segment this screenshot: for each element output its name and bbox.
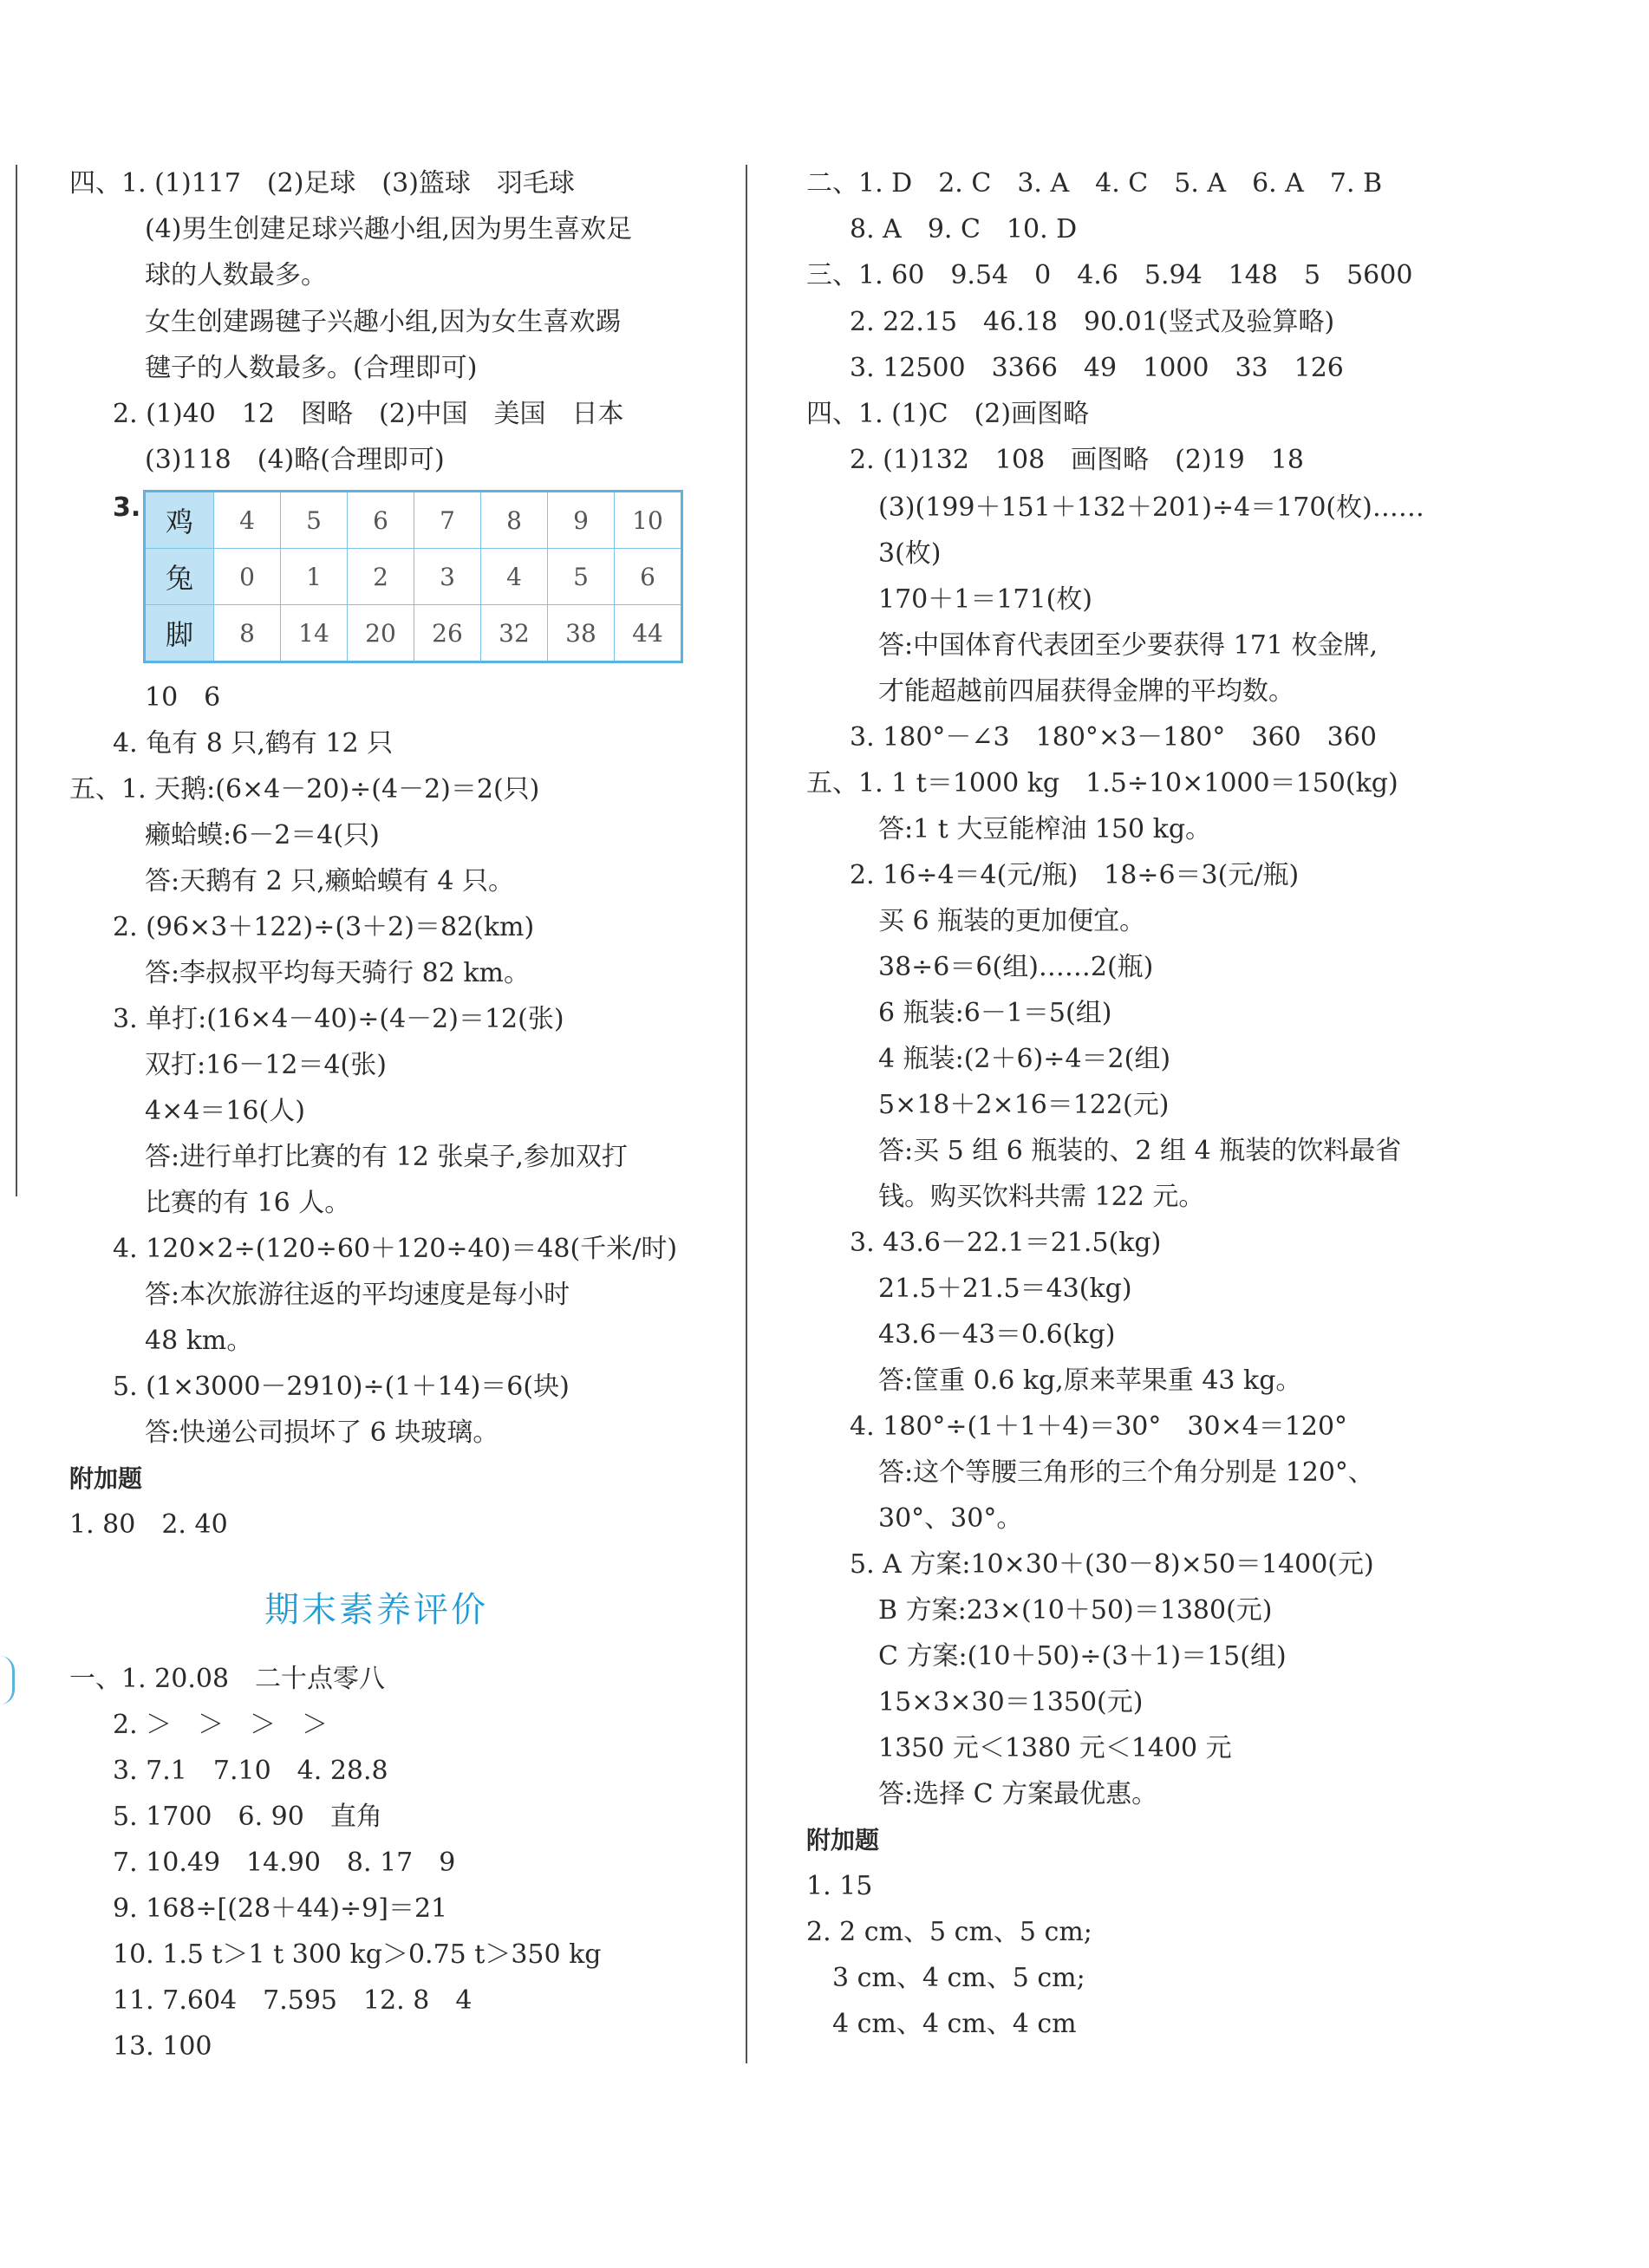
answer-line: 女生创建踢毽子兴趣小组,因为女生喜欢踢 (145, 307, 622, 337)
table-cell: 32 (481, 605, 548, 662)
answer-line: 4×4＝16(人) (145, 1096, 305, 1126)
answer-line: 癞蛤蟆:6－2＝4(只) (145, 820, 380, 850)
answer-line: 三、1. 60 9.54 0 4.6 5.94 148 5 5600 (806, 260, 1413, 290)
answer-line: 五、1. 天鹅:(6×4－20)÷(4－2)＝2(只) (69, 774, 540, 805)
answer-line: 毽子的人数最多。(合理即可) (145, 353, 478, 383)
bonus-label: 附加题 (69, 1464, 143, 1493)
answer-line: 2. ＞ ＞ ＞ ＞ (113, 1710, 329, 1740)
table-cell: 20 (348, 605, 414, 662)
chicken-rabbit-table (143, 490, 683, 663)
row-header: 鸡 (145, 492, 214, 549)
answer-line: 答:快递公司损坏了 6 块玻璃。 (145, 1418, 499, 1448)
answer-line: 一、1. 20.08 二十点零八 (69, 1664, 386, 1694)
answer-line: 1. 15 (806, 1871, 873, 1901)
section-title: 期末素养评价 (264, 1590, 488, 1630)
answer-line: 5×18＋2×16＝122(元) (878, 1090, 1170, 1120)
table-row (145, 549, 682, 605)
answer-line: 9. 168÷[(28＋44)÷9]＝21 (113, 1893, 448, 1924)
table-cell: 2 (348, 549, 414, 605)
table-cell: 0 (214, 549, 281, 605)
answer-line: 3. 43.6－22.1＝21.5(kg) (850, 1228, 1162, 1258)
answer-line: 1. 80 2. 40 (69, 1509, 228, 1540)
answer-line: 4 cm、4 cm、4 cm (832, 2009, 1077, 2039)
answer-line: 答:选择 C 方案最优惠。 (878, 1779, 1158, 1809)
answer-line: 43.6－43＝0.6(kg) (878, 1320, 1116, 1350)
answer-line: 2. (1)40 12 图略 (2)中国 美国 日本 (113, 399, 624, 429)
answer-line: 8. A 9. C 10. D (850, 214, 1078, 244)
table-cell: 26 (414, 605, 481, 662)
answer-line: 答:本次旅游往返的平均速度是每小时 (145, 1280, 570, 1310)
column-divider (746, 165, 747, 2063)
answer-line: 4 瓶装:(2＋6)÷4＝2(组) (878, 1044, 1171, 1074)
answer-line: 2. 22.15 46.18 90.01(竖式及验算略) (850, 307, 1335, 337)
table-cell: 14 (281, 605, 348, 662)
answer-line: 答:这个等腰三角形的三个角分别是 120°、 (878, 1457, 1374, 1488)
answer-line: 21.5＋21.5＝43(kg) (878, 1274, 1132, 1304)
left-margin-rule (16, 165, 17, 1196)
table-cell: 3 (414, 549, 481, 605)
answer-line: 才能超越前四届获得金牌的平均数。 (878, 676, 1294, 707)
answer-line: 二、1. D 2. C 3. A 4. C 5. A 6. A 7. B (806, 168, 1383, 199)
answer-line: 五、1. 1 t＝1000 kg 1.5÷10×1000＝150(kg) (806, 768, 1398, 798)
table-cell: 8 (481, 492, 548, 549)
table-cell: 1 (281, 549, 348, 605)
answer-line: B 方案:23×(10＋50)＝1380(元) (878, 1595, 1273, 1626)
answer-line: 2. (96×3＋122)÷(3＋2)＝82(km) (113, 912, 535, 942)
answer-line: 4. 180°÷(1＋1＋4)＝30° 30×4＝120° (850, 1411, 1348, 1442)
answer-line: 10. 1.5 t＞1 t 300 kg＞0.75 t＞350 kg (113, 1939, 602, 1970)
table-cell: 9 (548, 492, 615, 549)
answer-line: 3. 12500 3366 49 1000 33 126 (850, 353, 1344, 383)
answer-line: 38÷6＝6(组)……2(瓶) (878, 952, 1154, 982)
table-cell: 6 (615, 549, 682, 605)
table-cell: 8 (214, 605, 281, 662)
margin-bracket (0, 1656, 15, 1704)
bonus-label: 附加题 (806, 1826, 880, 1854)
answer-line: 5. 1700 6. 90 直角 (113, 1802, 382, 1832)
answer-line: 48 km。 (145, 1326, 253, 1356)
table-cell: 10 (615, 492, 682, 549)
question-number: 3. (113, 492, 141, 523)
answer-line: 答:李叔叔平均每天骑行 82 km。 (145, 958, 530, 988)
answer-line: 5. A 方案:10×30＋(30－8)×50＝1400(元) (850, 1549, 1374, 1580)
table-cell: 38 (548, 605, 615, 662)
answer-line: 答:中国体育代表团至少要获得 171 枚金牌, (878, 630, 1378, 661)
answer-line: 比赛的有 16 人。 (145, 1188, 351, 1218)
table-cell: 7 (414, 492, 481, 549)
answer-line: 答:1 t 大豆能榨油 150 kg。 (878, 814, 1212, 844)
answer-line: 答:买 5 组 6 瓶装的、2 组 4 瓶装的饮料最省 (878, 1136, 1402, 1166)
answer-line: 2. (1)132 108 画图略 (2)19 18 (850, 445, 1305, 475)
table-row (145, 492, 682, 549)
answer-line: 5. (1×3000－2910)÷(1＋14)＝6(块) (113, 1372, 570, 1402)
table-row (145, 605, 682, 662)
answer-line: 15×3×30＝1350(元) (878, 1687, 1144, 1717)
answer-line: 3. 单打:(16×4－40)÷(4－2)＝12(张) (113, 1004, 564, 1034)
answer-line: (3)(199＋151＋132＋201)÷4＝170(枚)…… (878, 492, 1424, 523)
answer-line: 30°、30°。 (878, 1503, 1023, 1534)
answer-line: 3 cm、4 cm、5 cm; (832, 1963, 1085, 1993)
table-cell: 5 (281, 492, 348, 549)
answer-line: 钱。购买饮料共需 122 元。 (878, 1182, 1205, 1212)
answer-line: 4. 龟有 8 只,鹤有 12 只 (113, 728, 394, 759)
answer-line: 四、1. (1)C (2)画图略 (806, 399, 1090, 429)
table-cell: 5 (548, 549, 615, 605)
answer-line: 170＋1＝171(枚) (878, 584, 1093, 615)
answer-line: 双打:16－12＝4(张) (145, 1050, 387, 1080)
answer-line: 四、1. (1)117 (2)足球 (3)篮球 羽毛球 (69, 168, 575, 199)
answer-line: 答:天鹅有 2 只,癞蛤蟆有 4 只。 (145, 866, 514, 896)
answer-line: 1350 元＜1380 元＜1400 元 (878, 1733, 1232, 1763)
row-header: 兔 (145, 549, 214, 605)
answer-line: 买 6 瓶装的更加便宜。 (878, 906, 1146, 936)
answer-line: 3(枚) (878, 538, 942, 569)
table-cell: 44 (615, 605, 682, 662)
table-cell: 4 (481, 549, 548, 605)
answer-line: 4. 120×2÷(120÷60＋120÷40)＝48(千米/时) (113, 1234, 678, 1264)
table-cell: 4 (214, 492, 281, 549)
answer-line: 答:筐重 0.6 kg,原来苹果重 43 kg。 (878, 1365, 1302, 1396)
table-cell: 6 (348, 492, 414, 549)
answer-line: 球的人数最多。 (145, 260, 327, 290)
answer-line: 11. 7.604 7.595 12. 8 4 (113, 1985, 473, 2016)
answer-line: 13. 100 (113, 2031, 212, 2062)
answer-line: 7. 10.49 14.90 8. 17 9 (113, 1848, 456, 1878)
answer-line: 6 瓶装:6－1＝5(组) (878, 998, 1112, 1028)
answer-line: 10 6 (145, 682, 221, 713)
row-header: 脚 (145, 605, 214, 662)
answer-line: (4)男生创建足球兴趣小组,因为男生喜欢足 (145, 214, 633, 244)
answer-line: 3. 180°－∠3 180°×3－180° 360 360 (850, 722, 1377, 753)
answer-line: 3. 7.1 7.10 4. 28.8 (113, 1756, 388, 1786)
answer-line: 答:进行单打比赛的有 12 张桌子,参加双打 (145, 1142, 628, 1172)
answer-line: 2. 2 cm、5 cm、5 cm; (806, 1917, 1092, 1947)
answer-line: C 方案:(10＋50)÷(3＋1)＝15(组) (878, 1641, 1287, 1672)
answer-line: 2. 16÷4＝4(元/瓶) 18÷6＝3(元/瓶) (850, 860, 1300, 890)
answer-line: (3)118 (4)略(合理即可) (145, 445, 445, 475)
